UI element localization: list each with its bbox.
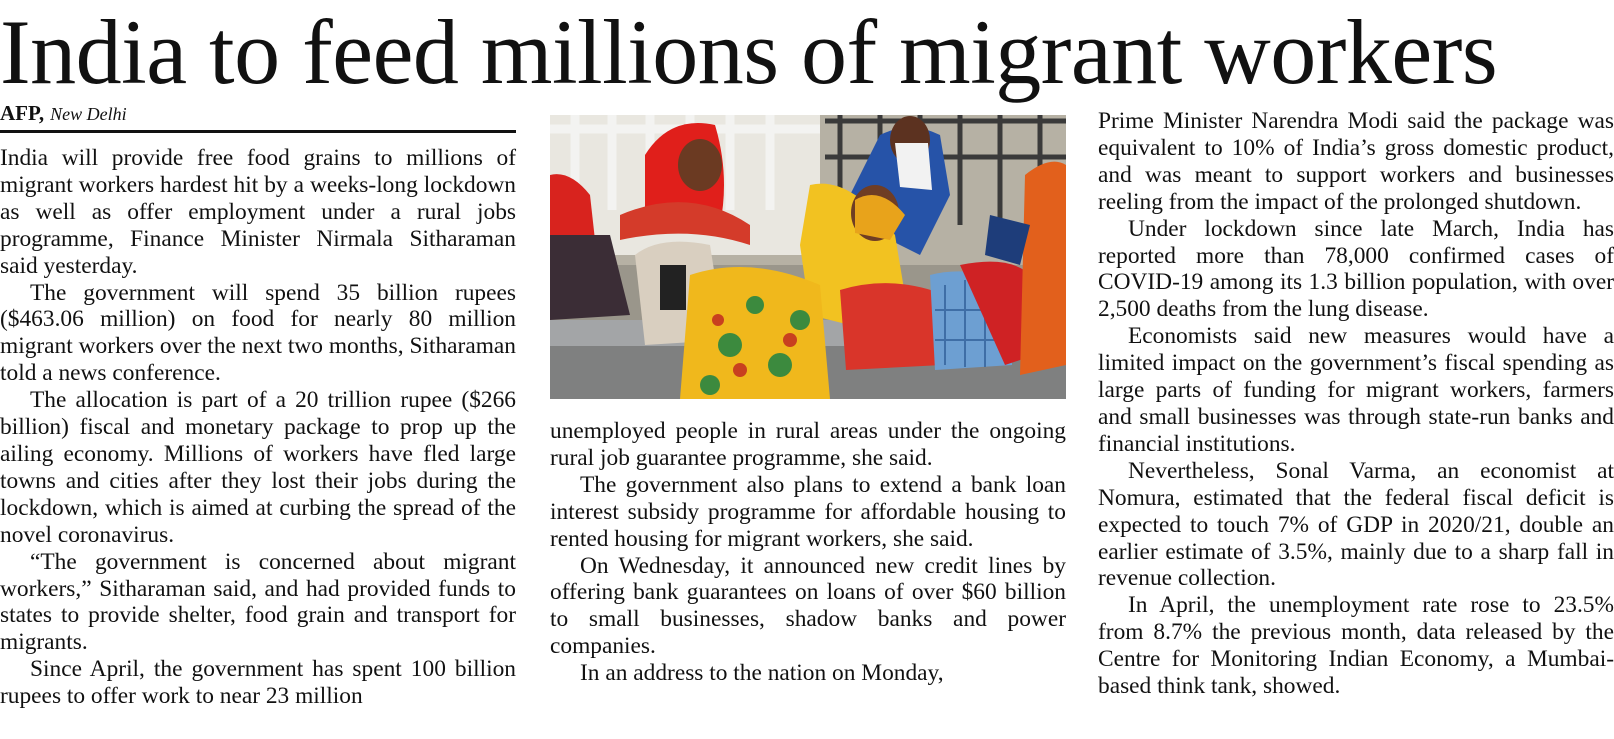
article-column-1 xyxy=(0,145,516,710)
paragraph: The government will spend 35 billion rupees ($463.06 million) on food for nearly 80 million migrant workers over the next two months, Sitharaman told a news conference. xyxy=(0,279,516,387)
paragraph: Nevertheless, Sonal Varma, an economist at Nomura, estimated that the federal fiscal deficit is expected to touch 7% of GDP in 2020/21, double an earlier estimate of 3.5%, mainly due to a sharp fall in revenue collection. xyxy=(1098,457,1614,592)
paragraph: “The government is concerned about migrant workers,” Sitharaman said, and had provided funds to states to provide shelter, food grain and transport for migrants. xyxy=(0,548,516,656)
news-photo-migrant-workers xyxy=(550,115,1066,399)
paragraph: Prime Minister Narendra Modi said the package was equivalent to 10% of India’s gross domestic product, and was meant to support workers and businesses reeling from the impact of the prolonged shutdown. xyxy=(1098,108,1614,215)
byline-agency: AFP, xyxy=(0,101,45,125)
paragraph: Economists said new measures would have a limited impact on the government’s fiscal spending as large parts of funding for migrant workers, farmers and small businesses was through state-run banks and financial institutions. xyxy=(1098,323,1614,457)
paragraph: Since April, the government has spent 100 billion rupees to offer work to near 23 million xyxy=(0,656,516,710)
paragraph: In an address to the nation on Monday, xyxy=(580,660,944,687)
paragraph: The government also plans to extend a bank loan interest subsidy programme for affordable housing to rented housing for migrant workers, she said. xyxy=(550,471,1066,552)
paragraph: In April, the unemployment rate rose to 23.5% from 8.7% the previous month, data released by the Centre for Monitoring Indian Economy, a Mumbai-based think tank, showed. xyxy=(1098,592,1614,700)
paragraph: On Wednesday, it announced new credit lines by offering bank guarantees on loans of over $60 billion to small businesses, shadow banks and power companies. xyxy=(550,552,1066,660)
headline: India to feed millions of migrant workers xyxy=(0,1,1498,103)
byline xyxy=(0,100,516,133)
paragraph: The allocation is part of a 20 trillion rupee ($266 billion) fiscal and monetary package to prop up the ailing economy. Millions of workers have fled large towns and cities after they lost their jobs during the lockdown, which is aimed at curbing the spread of the novel coronavirus. xyxy=(0,387,516,548)
article-column-3 xyxy=(1098,108,1614,700)
paragraph: unemployed people in rural areas under the ongoing rural job guarantee programme, she said. xyxy=(550,418,1066,471)
paragraph: Under lockdown since late March, India has reported more than 78,000 confirmed cases of COVID-19 among its 1.3 billion population, with over 2,500 deaths from the lung disease. xyxy=(1098,215,1614,323)
article-column-2 xyxy=(550,418,1066,687)
paragraph: India will provide free food grains to millions of migrant workers hardest hit by a weeks-long lockdown as well as offer employment under a rural jobs programme, Finance Minister Nirmala Sitharaman said yesterday. xyxy=(0,145,516,279)
byline-dateline: New Delhi xyxy=(50,104,127,124)
